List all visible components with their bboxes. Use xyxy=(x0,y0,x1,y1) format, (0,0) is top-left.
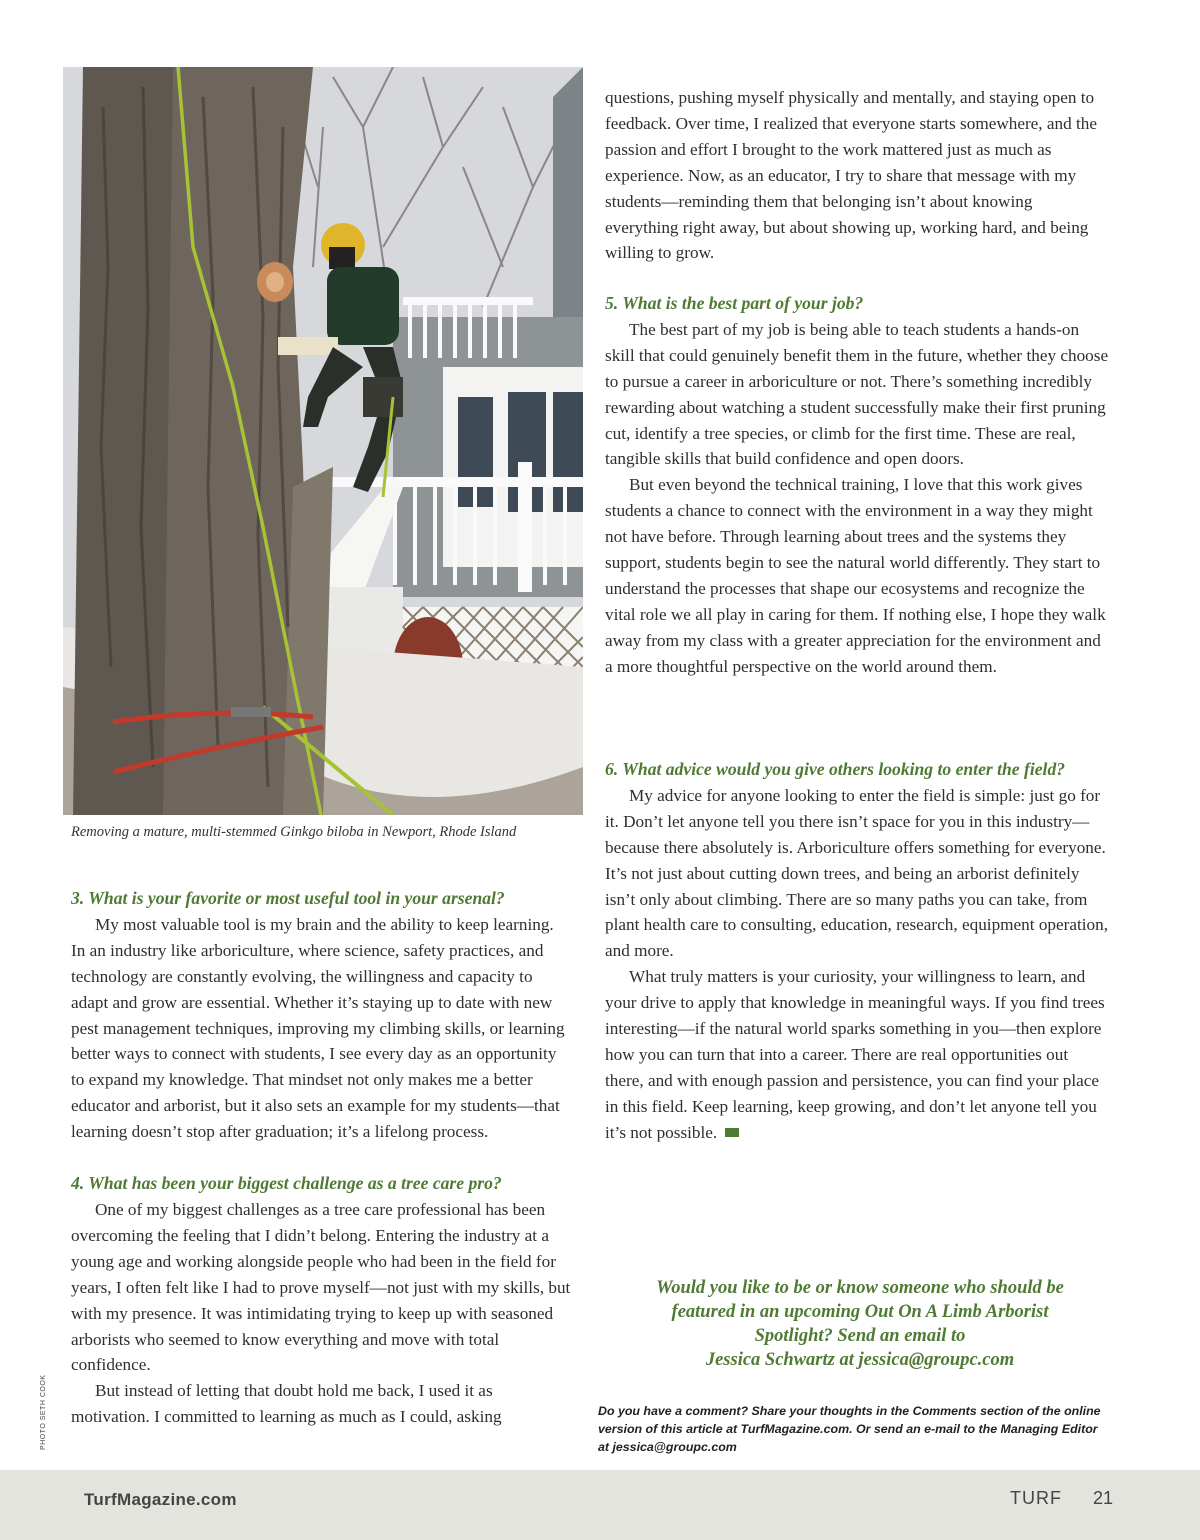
comment-note: Do you have a comment? Share your thoughts in the Comments section of the online version of this article at TurfMagazine.com. Or send an e-mail to the Managing Editor at jessica@groupc.com xyxy=(598,1404,1101,1454)
question-4-paragraph-1: One of my biggest challenges as a tree care professional has been overcoming the feeling that I didn’t belong. Entering the industry at a young age and working alongside people who had been in the field for years, I often felt like I had to prove myself—not just with my skills, but with my presence. It was intimidating trying to keep up with seasoned arborists who seemed to know everything and move with total confidence. xyxy=(71,1199,571,1375)
question-6-paragraph-2 xyxy=(605,964,1110,1145)
photo-credit: PHOTO SETH COOK xyxy=(40,1374,47,1450)
promo-line-4: Jessica Schwartz at jessica@groupc.com xyxy=(705,1350,1015,1370)
question-4-paragraph-2: But instead of letting that doubt hold me back, I used it as motivation. I committed to learning as much as I could, asking xyxy=(71,1381,502,1427)
article-column-right-q5 xyxy=(605,291,1110,680)
footer-page-number: 21 xyxy=(1092,1488,1113,1508)
arborist-photo-illustration xyxy=(63,67,583,815)
question-5-heading: 5. What is the best part of your job? xyxy=(605,293,864,313)
promo-line-3: Spotlight? Send an email to xyxy=(754,1326,966,1346)
article-photo xyxy=(63,67,583,815)
question-4-heading: 4. What has been your biggest challenge as a tree care pro? xyxy=(71,1173,502,1194)
question-6-paragraph-2-text: What truly matters is your curiosity, your willingness to learn, and your drive to apply that knowledge in meaningful ways. If you find trees interesting—if the natural world sparks something in you—then explore how you can turn that into a career. There are real opportunities out there, and with enough passion and persistence, you can find your place in this field. Keep learning, keep growing, and don’t let anyone tell you it’s not possible. xyxy=(605,967,1105,1142)
promo-line-1: Would you like to be or know someone who should be xyxy=(656,1278,1064,1298)
page-footer xyxy=(0,1470,1200,1540)
question-3-heading: 3. What is your favorite or most useful tool in your arsenal? xyxy=(71,888,505,908)
article-end-mark xyxy=(725,1128,739,1137)
article-column-right-q6 xyxy=(605,757,1110,1146)
promo-line-2: featured in an upcoming Out On A Limb Arborist xyxy=(671,1302,1049,1322)
question-3-paragraph: My most valuable tool is my brain and the ability to keep learning. In an industry like arboriculture, where science, safety practices, and technology are constantly evolving, the willingness and capacity to adapt and grow are essential. Whether it’s staying up to date with new pest management techniques, improving my climbing skills, or learning better ways to connect with students, I see every day as an opportunity to expand my knowledge. That mindset not only makes me a better educator and arborist, but it also sets an example for my students—that learning doesn’t stop after graduation; it’s a lifelong process. xyxy=(71,914,565,1142)
photo-caption: Removing a mature, multi-stemmed Ginkgo biloba in Newport, Rhode Island xyxy=(71,824,517,840)
question-4-paragraph-2-continued: questions, pushing myself physically and mentally, and staying open to feedback. Over time, I realized that everyone starts somewhere, and the passion and effort I brought to the work mattered just as much as experience. Now, as an educator, I try to share that message with my students—reminding them that belonging isn’t about knowing everything right away, but about showing up, working hard, and being willing to grow. xyxy=(605,88,1098,263)
question-6-heading: 6. What advice would you give others looking to enter the field? xyxy=(605,759,1066,779)
question-5-paragraph-2: But even beyond the technical training, I love that this work gives students a chance to connect with the environment in a way they might not have before. Through learning about trees and the systems they support, students begin to see the natural world differently. They start to understand the processes that shape our ecosystems and recognize the vital role we all play in caring for them. If nothing else, I hope they walk away from my class with a greater appreciation for the environment and a more thoughtful perspective on the world around them. xyxy=(605,475,1106,676)
article-column-right-continuation xyxy=(605,85,1110,266)
footer-site: TurfMagazine.com xyxy=(84,1490,237,1509)
question-6-paragraph-1: My advice for anyone looking to enter the field is simple: just go for it. Don’t let anyone tell you there isn’t space for you in this industry—because there absolutely is. Arboriculture offers something for everyone. It’s not just about cutting down trees, and being an arborist definitely isn’t only about climbing. There are so many paths you can take, from plant health care to consulting, education, research, equipment operation, and more. xyxy=(605,785,1109,961)
footer-magazine: TURF xyxy=(1010,1488,1062,1508)
article-column-left xyxy=(71,886,571,1430)
spotlight-promo xyxy=(610,1276,1110,1372)
question-5-paragraph-1: The best part of my job is being able to teach students a hands-on skill that could genuinely benefit them in the future, whether they choose to pursue a career in arboriculture or not. There’s something incredibly rewarding about watching a student successfully make their first pruning cut, identify a tree species, or climb for the first time. These are real, tangible skills that build confidence and open doors. xyxy=(605,319,1109,469)
